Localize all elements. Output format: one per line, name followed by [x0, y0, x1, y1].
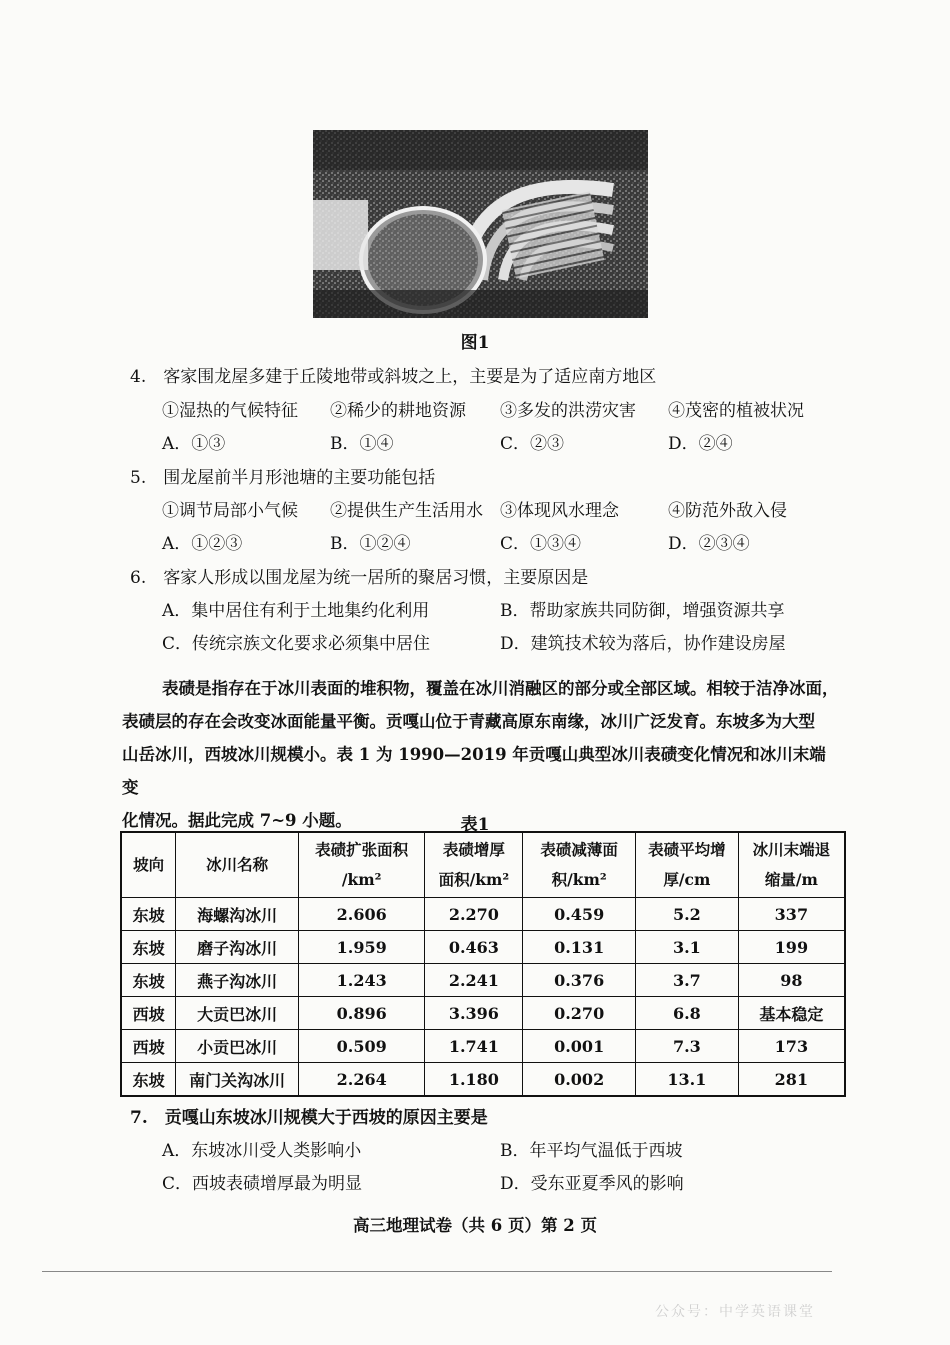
table-row: [121, 898, 845, 931]
table-title: 表1: [460, 815, 490, 835]
table-row: [121, 1030, 845, 1063]
table-row: [121, 964, 845, 997]
header-text: 表碛增厚: [442, 840, 505, 859]
page-footer: 高三地理试卷（共 6 页）第 2 页: [353, 1216, 597, 1235]
q5-item-3: ③体现风水理念: [500, 501, 619, 521]
header-text: 表碛扩张面积: [315, 840, 409, 859]
cell-value: 0.463: [425, 931, 523, 964]
header-slope: [121, 832, 176, 898]
q7-option-b: B．年平均气温低于西坡: [500, 1141, 683, 1161]
q5-option-d: D．②③④: [668, 534, 750, 554]
q5-item-4: ④防范外敌入侵: [668, 501, 787, 521]
q4-item-4: ④茂密的植被状况: [668, 401, 804, 421]
cell-slope: 西坡: [121, 997, 176, 1030]
question-5-stem: 5. 围龙屋前半月形池塘的主要功能包括: [130, 468, 436, 488]
q7-option-c: C．西坡表碛增厚最为明显: [162, 1174, 363, 1194]
q4-option-c: C．②③: [500, 434, 565, 454]
cell-value: 0.896: [298, 997, 425, 1030]
header-glacier-name: [176, 832, 299, 898]
q6-option-d: D．建筑技术较为落后，协作建设房屋: [500, 634, 786, 654]
cell-slope: 东坡: [121, 931, 176, 964]
passage-line: 表碛是指存在于冰川表面的堆积物，覆盖在冰川消融区的部分或全部区域。相较于洁净冰面，: [162, 679, 839, 698]
cell-value: 1.243: [298, 964, 425, 997]
cell-slope: 东坡: [121, 1063, 176, 1097]
header-unit: 缩量/m: [764, 870, 818, 889]
cell-slope: 东坡: [121, 964, 176, 997]
cell-value: 1.741: [425, 1030, 523, 1063]
table-row: [121, 1063, 845, 1097]
cell-value: 173: [738, 1030, 845, 1063]
watermark: 公众号：中学英语课堂: [655, 1304, 815, 1320]
cell-value: 0.270: [523, 997, 636, 1030]
header-expansion-area: [298, 832, 425, 898]
cell-value: 0.509: [298, 1030, 425, 1063]
q4-item-2: ②稀少的耕地资源: [330, 401, 466, 421]
question-7-stem: 7. 贡嘎山东坡冰川规模大于西坡的原因主要是: [130, 1108, 488, 1128]
cell-value: 3.1: [636, 931, 739, 964]
cell-glacier-name: 小贡巴冰川: [176, 1030, 299, 1063]
passage-line: 表碛层的存在会改变冰面能量平衡。贡嘎山位于青藏高原东南缘，冰川广泛发育。东坡多为大型: [122, 712, 815, 731]
cell-value: 0.002: [523, 1063, 636, 1097]
cell-value: 199: [738, 931, 845, 964]
cell-value: 0.376: [523, 964, 636, 997]
cell-value: 337: [738, 898, 845, 931]
cell-value: 1.180: [425, 1063, 523, 1097]
cell-glacier-name: 南门关沟冰川: [176, 1063, 299, 1097]
q5-option-a: A．①②③: [162, 534, 243, 554]
cell-value: 3.396: [425, 997, 523, 1030]
header-avg-thickening: [636, 832, 739, 898]
passage-line: 山岳冰川，西坡冰川规模小。表 1 为 1990—2019 年贡嘎山典型冰川表碛变化情况和冰川末端变: [122, 745, 826, 797]
q6-option-a: A．集中居住有利于土地集约化利用: [162, 601, 430, 621]
q4-option-d: D．②④: [668, 434, 733, 454]
header-text: 坡向: [133, 855, 165, 874]
q5-item-2: ②提供生产生活用水: [330, 501, 483, 521]
q7-option-d: D．受东亚夏季风的影响: [500, 1174, 684, 1194]
q5-item-1: ①调节局部小气候: [162, 501, 298, 521]
table-header-row: [121, 832, 845, 898]
cell-value: 2.606: [298, 898, 425, 931]
q4-option-a: A．①③: [162, 434, 226, 454]
cell-slope: 东坡: [121, 898, 176, 931]
bottom-divider: [42, 1271, 832, 1272]
q7-option-a: A．东坡冰川受人类影响小: [162, 1141, 362, 1161]
header-text: 表碛平均增: [648, 840, 726, 859]
header-unit: 厚/cm: [663, 870, 711, 889]
cell-value: 基本稳定: [738, 997, 845, 1030]
cell-value: 0.001: [523, 1030, 636, 1063]
table-row: [121, 931, 845, 964]
figure-1-photo: [313, 130, 648, 318]
q4-option-b: B．①④: [330, 434, 394, 454]
cell-value: 5.2: [636, 898, 739, 931]
question-6-stem: 6. 客家人形成以围龙屋为统一居所的聚居习惯，主要原因是: [130, 568, 589, 588]
cell-value: 13.1: [636, 1063, 739, 1097]
question-4-stem: 4. 客家围龙屋多建于丘陵地带或斜坡之上，主要是为了适应南方地区: [130, 367, 657, 387]
q6-option-b: B．帮助家族共同防御，增强资源共享: [500, 601, 785, 621]
q5-option-b: B．①②④: [330, 534, 411, 554]
q4-item-1: ①湿热的气候特征: [162, 401, 298, 421]
header-text: 冰川名称: [206, 855, 269, 874]
q4-item-3: ③多发的洪涝灾害: [500, 401, 636, 421]
header-unit: /km²: [341, 870, 382, 889]
header-terminus-retreat: [738, 832, 845, 898]
header-text: 冰川末端退: [752, 840, 831, 859]
header-text: 表碛减薄面: [540, 840, 618, 859]
cell-glacier-name: 海螺沟冰川: [176, 898, 299, 931]
header-thinning-area: [523, 832, 636, 898]
q6-option-c: C．传统宗族文化要求必须集中居住: [162, 634, 431, 654]
cell-value: 98: [738, 964, 845, 997]
cell-value: 0.459: [523, 898, 636, 931]
header-thickening-area: [425, 832, 523, 898]
cell-value: 1.959: [298, 931, 425, 964]
weilongwu-aerial-image: [313, 130, 648, 318]
table-row: [121, 997, 845, 1030]
passage-line: 化情况。据此完成 7~9 小题。: [122, 811, 352, 830]
glacier-table: [120, 831, 846, 1097]
cell-glacier-name: 磨子沟冰川: [176, 931, 299, 964]
q5-option-c: C．①③④: [500, 534, 582, 554]
cell-value: 2.270: [425, 898, 523, 931]
cell-value: 7.3: [636, 1030, 739, 1063]
cell-slope: 西坡: [121, 1030, 176, 1063]
cell-value: 281: [738, 1063, 845, 1097]
cell-glacier-name: 大贡巴冰川: [176, 997, 299, 1030]
cell-value: 2.264: [298, 1063, 425, 1097]
cell-value: 3.7: [636, 964, 739, 997]
figure-caption: 图1: [460, 333, 490, 353]
header-unit: 积/km²: [551, 870, 607, 889]
cell-value: 2.241: [425, 964, 523, 997]
cell-glacier-name: 燕子沟冰川: [176, 964, 299, 997]
cell-value: 6.8: [636, 997, 739, 1030]
header-unit: 面积/km²: [438, 870, 510, 889]
cell-value: 0.131: [523, 931, 636, 964]
